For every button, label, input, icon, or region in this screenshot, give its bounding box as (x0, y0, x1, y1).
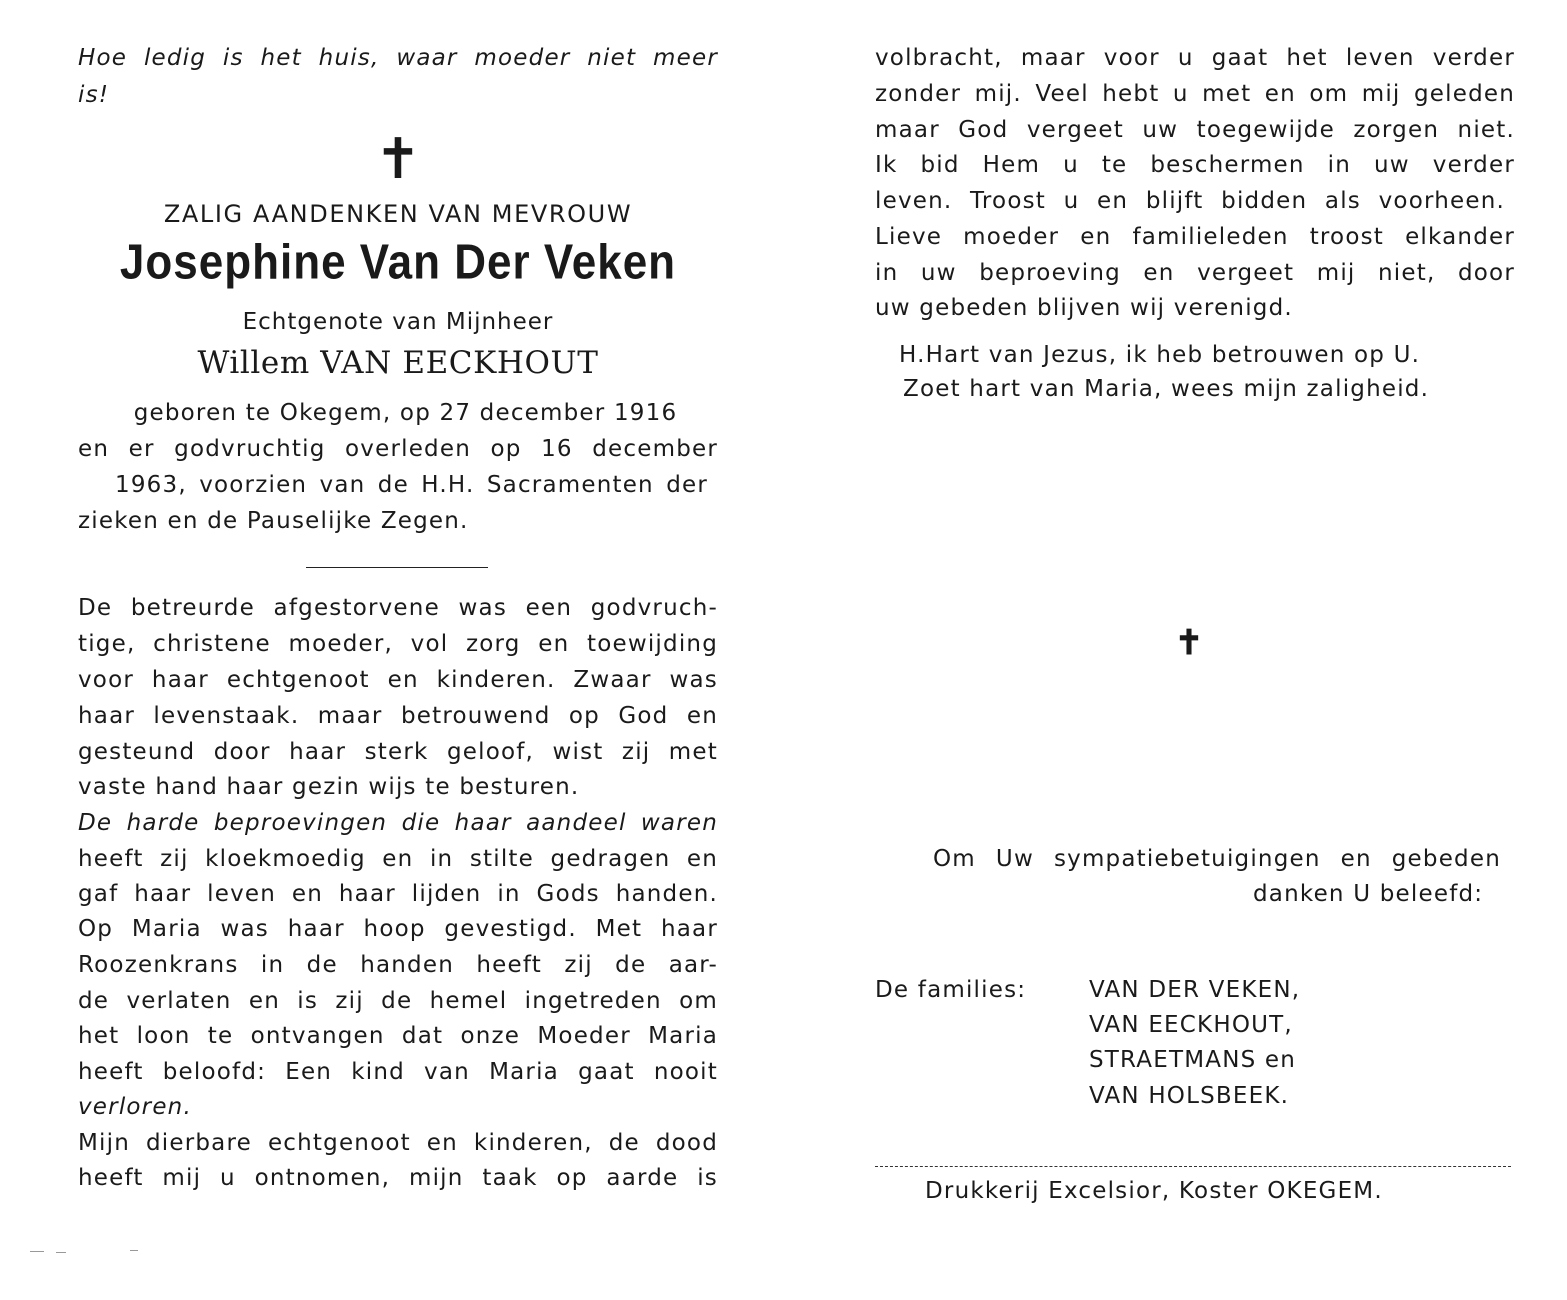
family-name-2: VAN EECKHOUT, (1089, 1012, 1293, 1038)
scan-speck (56, 1252, 66, 1253)
footer-divider (875, 1166, 1511, 1167)
italic-end: verloren. (78, 1094, 192, 1120)
body3-line-2: heeft mij u ontnomen, mijn taak op aarde is (78, 1165, 718, 1191)
scan-speck (30, 1251, 44, 1252)
body-line-4: haar levenstaak. maar betrouwend op God en (78, 703, 718, 729)
right-body-line-8: uw gebeden blijven wij verenigd. (875, 295, 1293, 321)
prayer-line-2: Zoet hart van Maria, wees mijn zaligheid. (903, 376, 1430, 402)
deceased-name: Josephine Van Der Veken (119, 235, 677, 290)
right-body-line-2: zonder mij. Veel hebt u met en om mij geleden (875, 81, 1515, 107)
body2-line-3: Op Maria was haar hoop gevestigd. Met haar (78, 916, 718, 942)
body-line-3: voor haar echtgenoot en kinderen. Zwaar was (78, 667, 718, 693)
prayer-line-1: H.Hart van Jezus, ik heb betrouwen op U. (899, 342, 1421, 368)
spouse-intro: Echtgenote van Mijnheer (242, 309, 554, 335)
scan-speck (130, 1250, 138, 1251)
left-page (78, 0, 718, 1300)
cross-icon: ✝ (374, 127, 422, 192)
body2-line-1: heeft zij kloekmoedig en in stilte gedragen en (78, 846, 718, 872)
right-page (875, 0, 1515, 1300)
small-cross-icon: ✝ (1174, 623, 1204, 663)
family-name-3: STRAETMANS en (1089, 1047, 1297, 1073)
printer-credit: Drukkerij Excelsior, Koster OKEGEM. (925, 1178, 1383, 1204)
death-line-2: en er godvruchtig overleden op 16 december (78, 436, 718, 462)
right-body-line-4: Ik bid Hem u te beschermen in uw verder (875, 152, 1515, 178)
families-label: De families: (875, 977, 1027, 1003)
intro-line-1: Hoe ledig is het huis, waar moeder niet meer (78, 45, 718, 71)
death-line-3: 1963, voorzien van de H.H. Sacramenten der (115, 472, 708, 498)
thanks-line-1: Om Uw sympatiebetuigingen en gebeden (933, 846, 1501, 872)
body2-line-5: de verlaten en is zij de hemel ingetreden om (78, 988, 718, 1014)
right-body-line-7: in uw beproeving en vergeet mij niet, door (875, 260, 1515, 286)
family-name-1: VAN DER VEKEN, (1089, 977, 1301, 1003)
birth-line-1: geboren te Okegem, op 27 december 1916 (133, 400, 678, 426)
body2-line-6: het loon te ontvangen dat onze Moeder Maria (78, 1023, 718, 1049)
right-body-line-3: maar God vergeet uw toegewijde zorgen niet. (875, 117, 1515, 143)
right-body-line-5: leven. Troost u en blijft bidden als voorheen. (875, 188, 1505, 214)
body3-line-1: Mijn dierbare echtgenoot en kinderen, de dood (78, 1130, 718, 1156)
death-line-4: zieken en de Pauselijke Zegen. (78, 508, 469, 534)
body2-line-7: heeft beloofd: Een kind van Maria gaat nooit (78, 1059, 718, 1085)
italic-line-1: De harde beproevingen die haar aandeel waren (78, 810, 718, 836)
intro-line-2: is! (78, 82, 110, 108)
body2-line-4: Roozenkrans in de handen heeft zij de aar- (78, 952, 718, 978)
family-name-4: VAN HOLSBEEK. (1089, 1083, 1290, 1109)
body2-line-2: gaf haar leven en haar lijden in Gods handen. (78, 881, 718, 907)
body-line-1: De betreurde afgestorvene was een godvruch- (78, 595, 718, 621)
right-body-line-6: Lieve moeder en familieleden troost elkander (875, 224, 1515, 250)
section-divider (306, 567, 488, 568)
body-line-5: gesteund door haar sterk geloof, wist zij met (78, 739, 718, 765)
body-line-2: tige, christene moeder, vol zorg en toewijding (78, 631, 718, 657)
in-memory-heading: ZALIG AANDENKEN VAN MEVROUW (163, 200, 633, 228)
thanks-line-2: danken U beleefd: (1253, 881, 1484, 907)
body-line-6: vaste hand haar gezin wijs te besturen. (78, 774, 580, 800)
right-body-line-1: volbracht, maar voor u gaat het leven verder (875, 45, 1515, 71)
spouse-name: Willem VAN EECKHOUT (197, 345, 599, 381)
